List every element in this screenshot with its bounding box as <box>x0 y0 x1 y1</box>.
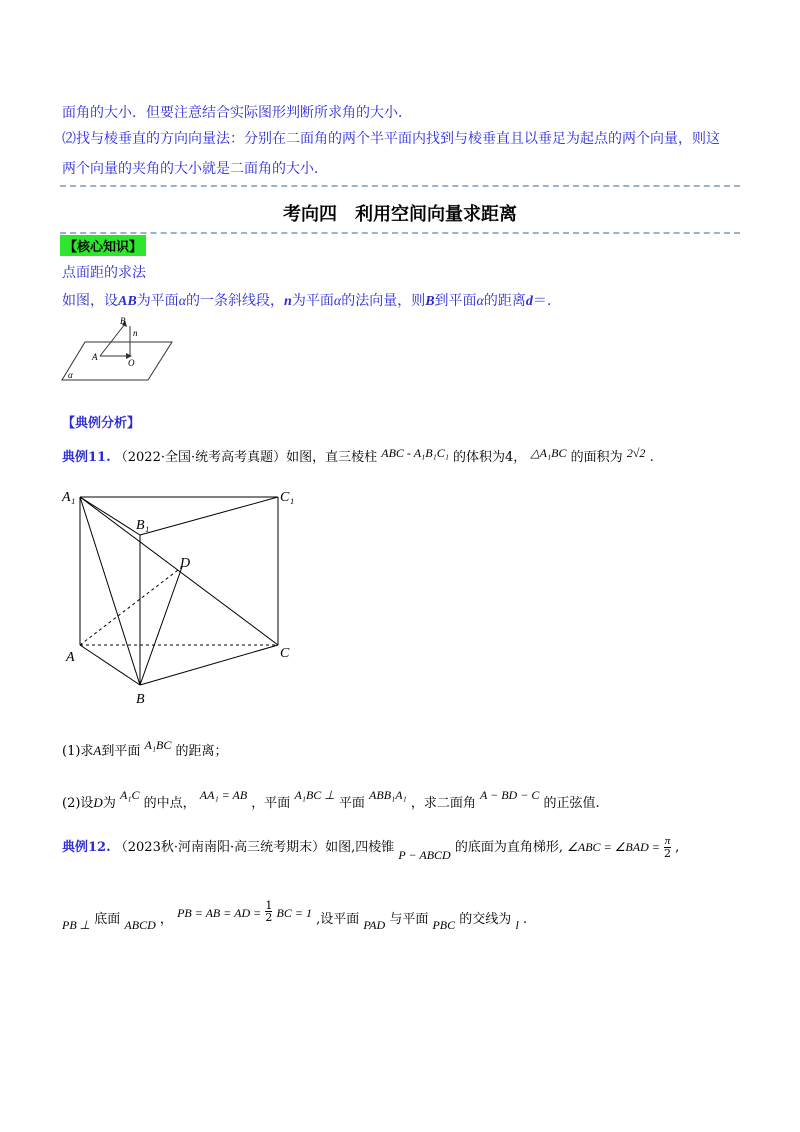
divider-top <box>60 185 740 187</box>
section-title: 考向四 利用空间向量求距离 <box>283 204 517 225</box>
intro-line-2: ⑵找与棱垂直的方向向量法：分别在二面角的两个半平面内找到与棱垂直且以垂足为起点的两个向量，则这 <box>62 131 720 147</box>
ex11-label: 典例11. <box>62 450 111 465</box>
fig-label-B: B <box>120 316 126 326</box>
core-description: 如图，设AB为平面α的一条斜线段，n为平面α的法向量，则B到平面α的距离d＝. <box>62 293 552 309</box>
prism-label-C1: C₁ <box>280 490 295 505</box>
divider-bottom <box>60 232 740 234</box>
ex12-statement-line-1: 典例12. （2023秋·河南南阳·高三统考期末）如图,四棱锥 P − ABCD 的底面为直角梯形, ∠ABC = ∠BAD = $\frac{\pi}{2}$ , <box>62 835 680 862</box>
fig-label-A: A <box>92 352 98 362</box>
ex11-question-1: (1)求A到平面 A₁BC 的距离； <box>62 738 228 759</box>
fig-label-O: O <box>128 358 135 368</box>
ex12-label: 典例12. <box>62 840 111 855</box>
ex11-question-2: (2)设D为 A₁C 的中点， AA₁ = AB ，平面 A₁BC ⊥ 平面 ABB₁A₁ ，求二面角 A − BD − C 的正弦值. <box>62 788 600 811</box>
core-knowledge-tag: 【核心知识】 <box>60 235 146 256</box>
intro-line-1: 面角的大小．但要注意结合实际图形判断所求角的大小． <box>62 105 412 121</box>
fig-label-alpha: α <box>68 370 73 380</box>
ex11-statement: 典例11. （2022·全国·统考高考真题）如图，直三棱柱 ABC - A₁B₁C₁ 的体积为4， △A₁BC 的面积为 2√2 . <box>62 446 654 465</box>
core-heading: 点面距的求法 <box>62 265 146 281</box>
ex12-statement-line-2: PB ⊥ 底面 ABCD ， PB = AB = AD = $\frac{1}{2}$ BC = 1 ,设平面 PAD 与平面 PBC 的交线为 l . <box>62 899 528 932</box>
fig-label-n: n <box>133 328 138 338</box>
prism-label-B: B <box>136 692 145 705</box>
prism-label-A1: A₁ <box>62 490 76 505</box>
prism-label-B1: B₁ <box>136 518 150 533</box>
fraction-pi-over-2: $\frac{\pi}{2}$ <box>663 835 671 860</box>
prism-label-D: D <box>180 556 191 571</box>
prism-label-A: A <box>66 650 75 665</box>
analysis-tag: 【典例分析】 <box>62 416 141 431</box>
prism-figure <box>60 485 310 705</box>
plane-distance-figure <box>60 312 180 384</box>
fraction-one-half: $\frac{1}{2}$ <box>265 899 273 924</box>
intro-line-3: 两个向量的夹角的大小就是二面角的大小． <box>62 161 328 177</box>
prism-label-C: C <box>280 646 290 661</box>
